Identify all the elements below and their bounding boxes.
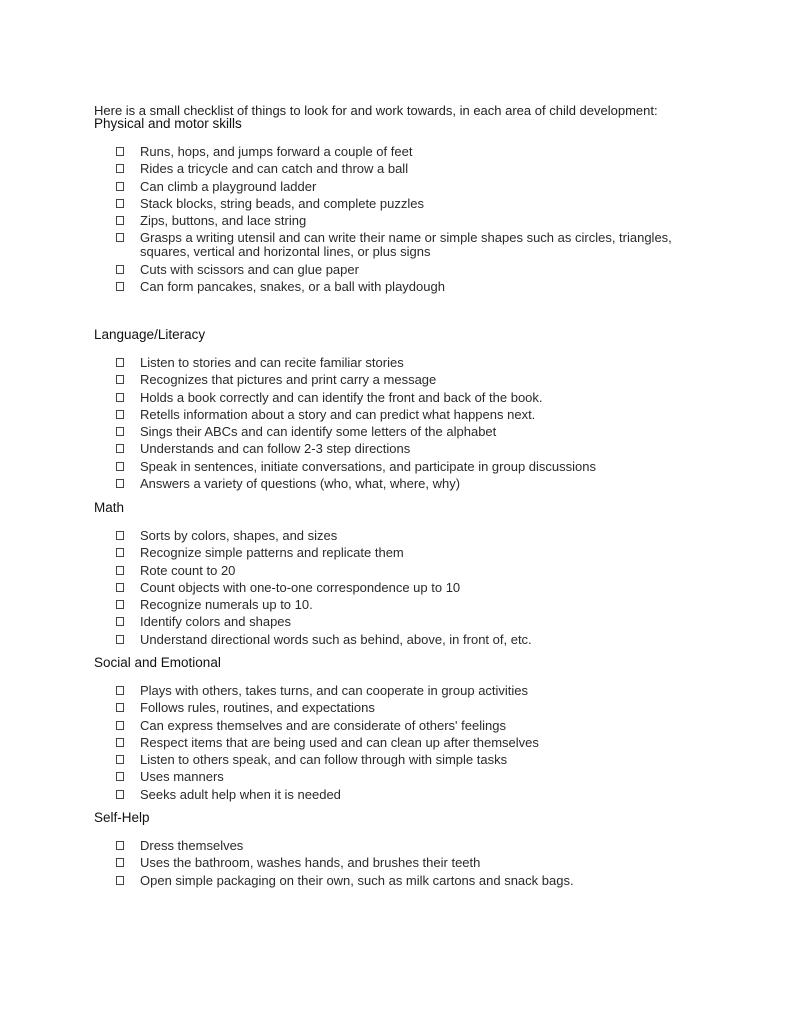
checklist-item-text: Listen to others speak, and can follow through with simple tasks [140,752,508,768]
checkbox-icon[interactable] [116,548,124,557]
checkbox-icon[interactable] [116,182,124,191]
checklist-item-text: Rides a tricycle and can catch and throw a ball [140,161,409,177]
checkbox-icon[interactable] [116,427,124,436]
checkbox-icon[interactable] [116,703,124,712]
checklist-item-text: Open simple packaging on their own, such as milk cartons and snack bags. [140,872,574,888]
checkbox-icon[interactable] [116,358,124,367]
checklist-item-text: Seeks adult help when it is needed [140,786,341,802]
checklist-item-text: Understand directional words such as behind, above, in front of, etc. [140,631,532,647]
checklist-item-text: Count objects with one-to-one correspondence up to 10 [140,579,461,595]
checkbox-icon[interactable] [116,393,124,402]
checkbox-icon[interactable] [116,876,124,885]
checklist-item [94,753,714,767]
checklist-item [94,874,714,888]
checklist-item-text: Retells information about a story and can predict what happens next. [140,406,536,422]
checkbox-icon[interactable] [116,147,124,156]
section-language-literacy [94,326,714,494]
checklist-item-text: Speak in sentences, initiate conversations, and participate in group discussions [140,458,596,474]
checkbox-icon[interactable] [116,686,124,695]
checklist-item-text: Answers a variety of questions (who, what, where, why) [140,476,461,492]
checkbox-icon[interactable] [116,738,124,747]
checklist-item-text: Can climb a playground ladder [140,178,317,194]
checklist-item-text: Follows rules, routines, and expectations [140,700,375,716]
checkbox-icon[interactable] [116,462,124,471]
checklist-item-text: Runs, hops, and jumps forward a couple of feet [140,144,413,159]
checklist-item [94,197,714,211]
checklist-item [94,263,714,277]
checklist-item [94,719,714,733]
checkbox-icon[interactable] [116,479,124,488]
checkbox-icon[interactable] [116,600,124,609]
checklist [94,839,714,888]
checklist-item [94,770,714,784]
checklist-item-text: Sings their ABCs and can identify some letters of the alphabet [140,424,497,440]
checklist-item-text: Dress themselves [140,838,244,853]
checkbox-icon[interactable] [116,216,124,225]
checklist [94,145,714,294]
checklist-item [94,373,714,387]
checklist-item [94,581,714,595]
checklist-item [94,356,714,370]
checkbox-icon[interactable] [116,583,124,592]
checklist-item [94,180,714,194]
checklist-item [94,231,714,259]
checkbox-icon[interactable] [116,233,124,242]
checkbox-icon[interactable] [116,375,124,384]
checklist-item-text: Identify colors and shapes [140,614,292,630]
checkbox-icon[interactable] [116,444,124,453]
section-heading: Social and Emotional [94,655,221,670]
checklist [94,356,714,491]
checklist-item [94,856,714,870]
checklist-item-text: Respect items that are being used and can clean up after themselves [140,734,539,750]
section-heading: Math [94,500,125,515]
checklist-item-text: Rote count to 20 [140,562,236,578]
checklist-item [94,460,714,474]
checklist-item [94,214,714,228]
section-physical-motor [94,115,714,297]
checkbox-icon[interactable] [116,164,124,173]
checklist-item-text: Recognize simple patterns and replicate them [140,545,404,561]
checklist-item-text: Listen to stories and can recite familiar stories [140,355,404,370]
checkbox-icon[interactable] [116,566,124,575]
checklist-item-text: Cuts with scissors and can glue paper [140,261,359,277]
checkbox-icon[interactable] [116,199,124,208]
checklist-item [94,546,714,560]
checklist-item-text: Plays with others, takes turns, and can cooperate in group activities [140,683,529,698]
checklist-item [94,425,714,439]
checklist-item [94,633,714,647]
checklist-item [94,788,714,802]
checklist-item-text: Understands and can follow 2-3 step directions [140,441,411,457]
checklist [94,684,714,802]
checklist-item [94,529,714,543]
checklist-item [94,736,714,750]
checklist-item-text: Can form pancakes, snakes, or a ball with playdough [140,279,445,295]
checklist-item-text: Can express themselves and are considerate of others' feelings [140,717,506,733]
checklist-item [94,615,714,629]
section-heading: Self-Help [94,810,150,825]
checkbox-icon[interactable] [116,617,124,626]
checkbox-icon[interactable] [116,755,124,764]
section-social-emotional [94,654,714,805]
section-self-help [94,809,714,891]
checklist-item [94,391,714,405]
checklist-item [94,598,714,612]
checklist-item-text: Zips, buttons, and lace string [140,213,307,229]
checklist-item-text: Sorts by colors, shapes, and sizes [140,528,338,543]
checklist-item [94,684,714,698]
checklist-item [94,477,714,491]
checklist-item [94,280,714,294]
checkbox-icon[interactable] [116,841,124,850]
checklist-item [94,701,714,715]
checklist-item-text: Grasps a writing utensil and can write their name or simple shapes such as circles, triangles, squares, vertical and horizontal lines, or plus signs [140,230,672,260]
checklist-item-text: Holds a book correctly and can identify the front and back of the book. [140,389,543,405]
checklist-item [94,442,714,456]
section-math [94,499,714,650]
checklist-item-text: Uses manners [140,769,224,785]
checkbox-icon[interactable] [116,721,124,730]
checkbox-icon[interactable] [116,265,124,274]
checkbox-icon[interactable] [116,858,124,867]
checklist-item [94,564,714,578]
checkbox-icon[interactable] [116,410,124,419]
checklist-item [94,408,714,422]
checklist-item-text: Recognize numerals up to 10. [140,597,313,613]
checklist-item [94,162,714,176]
section-heading: Physical and motor skills [94,116,242,131]
checkbox-icon[interactable] [116,282,124,291]
checkbox-icon[interactable] [116,772,124,781]
checklist-item-text: Uses the bathroom, washes hands, and brushes their teeth [140,855,481,871]
checkbox-icon[interactable] [116,790,124,799]
checklist-item [94,839,714,853]
checklist-item-text: Stack blocks, string beads, and complete puzzles [140,195,424,211]
checklist [94,529,714,647]
section-heading: Language/Literacy [94,327,206,342]
checkbox-icon[interactable] [116,531,124,540]
checkbox-icon[interactable] [116,635,124,644]
intro-text: Here is a small checklist of things to look for and work towards, in each area of child development: [94,103,658,118]
checklist-item [94,145,714,159]
checklist-item-text: Recognizes that pictures and print carry a message [140,372,437,388]
